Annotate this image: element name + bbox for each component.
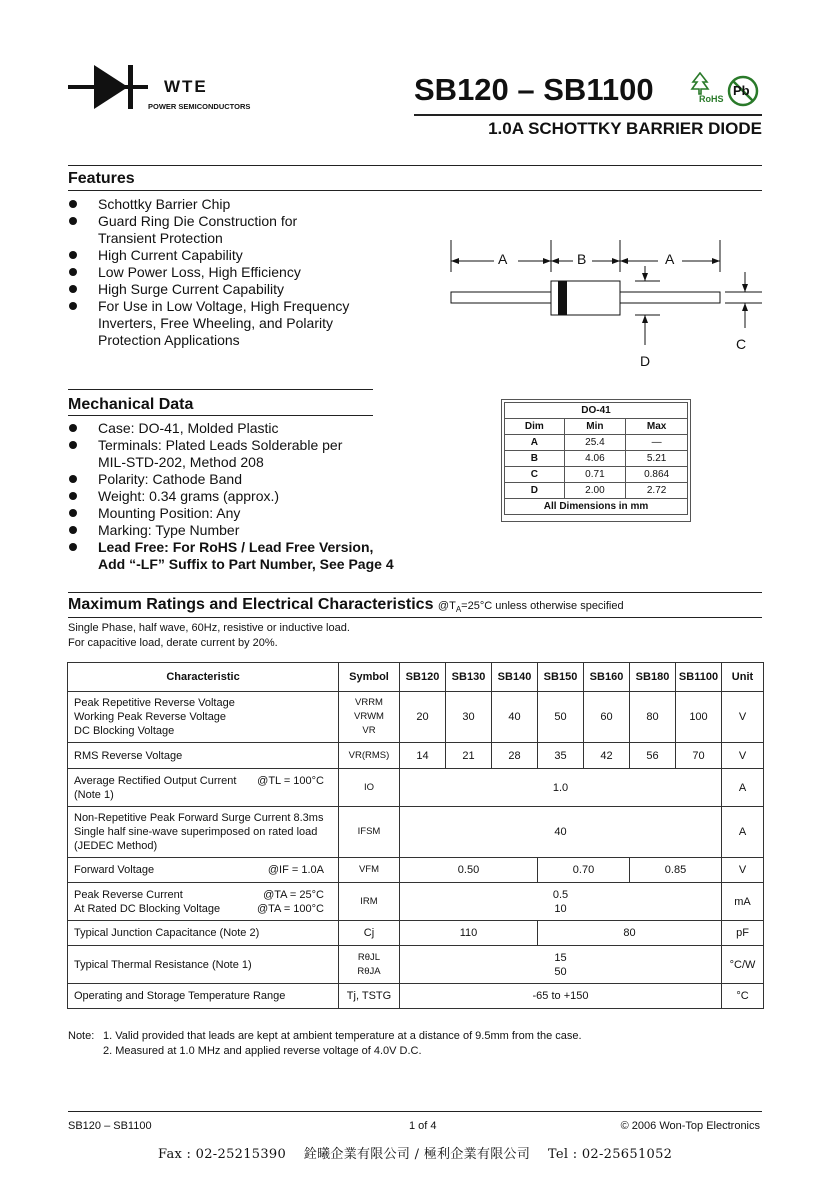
value-cell: 42 bbox=[584, 743, 630, 769]
min-cell: 4.06 bbox=[564, 451, 626, 467]
value-cell: 35 bbox=[538, 743, 584, 769]
list-item: Schottky Barrier Chip bbox=[68, 196, 408, 213]
list-item: For Use in Low Voltage, High Frequency Inverters, Free Wheeling, and Polarity Protection Applications bbox=[68, 298, 408, 349]
characteristic-note: (Note 1) bbox=[74, 788, 114, 801]
dims-footer: All Dimensions in mm bbox=[505, 499, 688, 515]
symbol-cell: IRM bbox=[339, 883, 400, 921]
col-header: SB150 bbox=[538, 663, 584, 692]
list-item: Mounting Position: Any bbox=[68, 505, 428, 522]
characteristic-cell: Operating and Storage Temperature Range bbox=[68, 984, 339, 1009]
ratings-title: Maximum Ratings and Electrical Characteristics bbox=[68, 596, 434, 613]
note-2: 2. Measured at 1.0 MHz and applied reverse voltage of 4.0V D.C. bbox=[103, 1045, 422, 1057]
symbol-cell: VRRM VRWM VR bbox=[339, 692, 400, 743]
tree-icon bbox=[690, 72, 710, 96]
list-item: High Surge Current Capability bbox=[68, 281, 408, 298]
characteristic-cell bbox=[68, 858, 339, 883]
value-cell: 28 bbox=[492, 743, 538, 769]
value-cell: 0.85 bbox=[630, 858, 722, 883]
symbol-cell: RθJL RθJA bbox=[339, 946, 400, 984]
dim-label-a-left: A bbox=[498, 251, 508, 267]
unit-cell: mA bbox=[722, 883, 764, 921]
notes-label: Note: bbox=[68, 1030, 95, 1042]
dim-label-b: B bbox=[577, 251, 587, 267]
list-item: Marking: Type Number bbox=[68, 522, 428, 539]
value-cell: 56 bbox=[630, 743, 676, 769]
list-item: Low Power Loss, High Efficiency bbox=[68, 264, 408, 281]
value-cell: 15 50 bbox=[400, 946, 722, 984]
dims-header-dim: Dim bbox=[505, 419, 565, 435]
col-header: SB180 bbox=[630, 663, 676, 692]
col-header: SB120 bbox=[400, 663, 446, 692]
ratings-condition bbox=[437, 600, 624, 615]
max-cell: 0.864 bbox=[626, 467, 688, 483]
table-row bbox=[505, 467, 688, 483]
unit-cell: V bbox=[722, 692, 764, 743]
dimensions-table bbox=[504, 402, 688, 515]
symbol-cell: Tj, TSTG bbox=[339, 984, 400, 1009]
col-header: SB130 bbox=[446, 663, 492, 692]
condition-text: @TA = 25°C bbox=[263, 888, 324, 901]
value-cell: 70 bbox=[676, 743, 722, 769]
table-row bbox=[68, 743, 764, 769]
mechanical-rule bbox=[68, 415, 373, 416]
fax-line: Fax : 02-25215390 銓曦企業有限公司 / 極利企業有限公司 Tel : 02-25651052 bbox=[158, 1147, 673, 1162]
diode-logo-icon bbox=[68, 63, 148, 113]
table-row bbox=[68, 692, 764, 743]
characteristic-cell: Typical Junction Capacitance (Note 2) bbox=[68, 921, 339, 946]
characteristic-text: Peak Reverse Current bbox=[74, 888, 183, 901]
characteristic-cell: Peak Repetitive Reverse Voltage Working Peak Reverse Voltage DC Blocking Voltage bbox=[68, 692, 339, 743]
cond-suffix: =25°C unless otherwise specified bbox=[461, 600, 624, 612]
symbol-cell: IFSM bbox=[339, 807, 400, 858]
symbol-cell: VR(RMS) bbox=[339, 743, 400, 769]
value-cell: 50 bbox=[538, 692, 584, 743]
characteristic-cell: Typical Thermal Resistance (Note 1) bbox=[68, 946, 339, 984]
pb-free-badge bbox=[727, 75, 759, 107]
header-rule bbox=[414, 114, 762, 116]
value-cell: 30 bbox=[446, 692, 492, 743]
unit-cell: pF bbox=[722, 921, 764, 946]
dim-label-a-right: A bbox=[665, 251, 675, 267]
table-row bbox=[68, 883, 764, 921]
features-rule bbox=[68, 190, 762, 191]
value-cell: -65 to +150 bbox=[400, 984, 722, 1009]
symbol-cell: VFM bbox=[339, 858, 400, 883]
mechanical-top-rule bbox=[68, 389, 373, 390]
dim-cell: C bbox=[505, 467, 565, 483]
col-header: Symbol bbox=[339, 663, 400, 692]
list-item: Case: DO-41, Molded Plastic bbox=[68, 420, 428, 437]
unit-cell: °C bbox=[722, 984, 764, 1009]
min-cell: 0.71 bbox=[564, 467, 626, 483]
mechanical-title: Mechanical Data bbox=[68, 396, 194, 413]
dim-cell: A bbox=[505, 435, 565, 451]
mechanical-list bbox=[68, 420, 428, 573]
table-row bbox=[505, 483, 688, 499]
cond-sub: A bbox=[455, 605, 462, 615]
characteristic-text: Average Rectified Output Current bbox=[74, 774, 237, 787]
table-row bbox=[68, 769, 764, 807]
package-name: DO-41 bbox=[505, 403, 688, 419]
value-cell: 80 bbox=[538, 921, 722, 946]
list-item: High Current Capability bbox=[68, 247, 408, 264]
max-cell: 2.72 bbox=[626, 483, 688, 499]
unit-cell: V bbox=[722, 743, 764, 769]
list-item: Guard Ring Die Construction for Transient Protection bbox=[68, 213, 408, 247]
col-header: Characteristic bbox=[68, 663, 339, 692]
characteristic-cell bbox=[68, 883, 339, 921]
min-cell: 2.00 bbox=[564, 483, 626, 499]
dim-cell: D bbox=[505, 483, 565, 499]
table-row bbox=[68, 807, 764, 858]
characteristic-text: Forward Voltage bbox=[74, 864, 155, 876]
rohs-badge bbox=[688, 72, 724, 108]
page-title: SB120 – SB1100 bbox=[414, 72, 654, 107]
value-cell: 0.5 10 bbox=[400, 883, 722, 921]
unit-cell: V bbox=[722, 858, 764, 883]
value-cell: 60 bbox=[584, 692, 630, 743]
min-cell: 25.4 bbox=[564, 435, 626, 451]
ratings-table bbox=[67, 662, 764, 1009]
lead-free-note: Lead Free: For RoHS / Lead Free Version, Add “-LF” Suffix to Part Number, See Page 4 bbox=[68, 539, 428, 573]
value-cell: 80 bbox=[630, 692, 676, 743]
page-subtitle: 1.0A SCHOTTKY BARRIER DIODE bbox=[488, 119, 762, 138]
characteristic-cell: Non-Repetitive Peak Forward Surge Current 8.3ms Single half sine-wave superimposed on rated load (JEDEC Method) bbox=[68, 807, 339, 858]
rohs-label: RoHS bbox=[699, 94, 724, 104]
features-title: Features bbox=[68, 170, 135, 187]
ratings-rule bbox=[68, 617, 762, 618]
top-divider bbox=[68, 165, 762, 166]
company-logo bbox=[68, 63, 251, 113]
dims-header-max: Max bbox=[626, 419, 688, 435]
condition-text: @IF = 1.0A bbox=[267, 864, 324, 876]
dim-label-d: D bbox=[640, 353, 651, 369]
package-diagram bbox=[440, 230, 780, 380]
value-cell: 110 bbox=[400, 921, 538, 946]
table-row bbox=[68, 921, 764, 946]
features-list bbox=[68, 196, 408, 349]
value-cell: 40 bbox=[492, 692, 538, 743]
symbol-cell: Cj bbox=[339, 921, 400, 946]
diode-outline-drawing bbox=[440, 230, 780, 380]
unit-cell: A bbox=[722, 769, 764, 807]
table-row bbox=[505, 435, 688, 451]
table-row bbox=[68, 858, 764, 883]
value-cell: 20 bbox=[400, 692, 446, 743]
value-cell: 0.70 bbox=[538, 858, 630, 883]
note-1: 1. Valid provided that leads are kept at ambient temperature at a distance of 9.5mm from the case. bbox=[103, 1030, 582, 1042]
dim-label-c: C bbox=[736, 336, 747, 352]
value-cell: 21 bbox=[446, 743, 492, 769]
condition-text: @TA = 100°C bbox=[256, 902, 324, 915]
col-header: SB1100 bbox=[676, 663, 722, 692]
cond-prefix: @T bbox=[437, 600, 456, 612]
table-row bbox=[68, 984, 764, 1009]
unit-cell: °C/W bbox=[722, 946, 764, 984]
max-cell: 5.21 bbox=[626, 451, 688, 467]
symbol-cell: IO bbox=[339, 769, 400, 807]
dims-header-min: Min bbox=[564, 419, 626, 435]
dim-cell: B bbox=[505, 451, 565, 467]
list-item: Terminals: Plated Leads Solderable per MIL-STD-202, Method 208 bbox=[68, 437, 428, 471]
value-cell: 40 bbox=[400, 807, 722, 858]
condition-text: @TL = 100°C bbox=[257, 774, 324, 787]
ratings-note-1: Single Phase, half wave, 60Hz, resistive or inductive load. bbox=[68, 622, 350, 634]
characteristic-text: At Rated DC Blocking Voltage bbox=[74, 902, 221, 915]
max-cell: — bbox=[626, 435, 688, 451]
logo-text: WTE bbox=[164, 77, 208, 96]
logo-subtitle: POWER SEMICONDUCTORS bbox=[148, 102, 251, 111]
unit-cell: A bbox=[722, 807, 764, 858]
col-header: Unit bbox=[722, 663, 764, 692]
table-header-row bbox=[68, 663, 764, 692]
value-cell: 1.0 bbox=[400, 769, 722, 807]
characteristic-cell: RMS Reverse Voltage bbox=[68, 743, 339, 769]
col-header: SB140 bbox=[492, 663, 538, 692]
col-header: SB160 bbox=[584, 663, 630, 692]
list-item: Weight: 0.34 grams (approx.) bbox=[68, 488, 428, 505]
ratings-title-line bbox=[68, 596, 624, 614]
footer-rule bbox=[68, 1111, 762, 1112]
value-cell: 100 bbox=[676, 692, 722, 743]
value-cell: 14 bbox=[400, 743, 446, 769]
ratings-note-2: For capacitive load, derate current by 20%. bbox=[68, 637, 278, 649]
pb-label: Pb bbox=[733, 83, 750, 98]
table-row bbox=[68, 946, 764, 984]
footer-part-range: SB120 – SB1100 bbox=[68, 1120, 152, 1132]
value-cell: 0.50 bbox=[400, 858, 538, 883]
list-item: Polarity: Cathode Band bbox=[68, 471, 428, 488]
footer-copyright: © 2006 Won-Top Electronics bbox=[620, 1120, 760, 1132]
table-row bbox=[505, 451, 688, 467]
characteristic-cell bbox=[68, 769, 339, 807]
ratings-top-rule bbox=[68, 592, 762, 593]
footer-page-number: 1 of 4 bbox=[409, 1120, 437, 1132]
